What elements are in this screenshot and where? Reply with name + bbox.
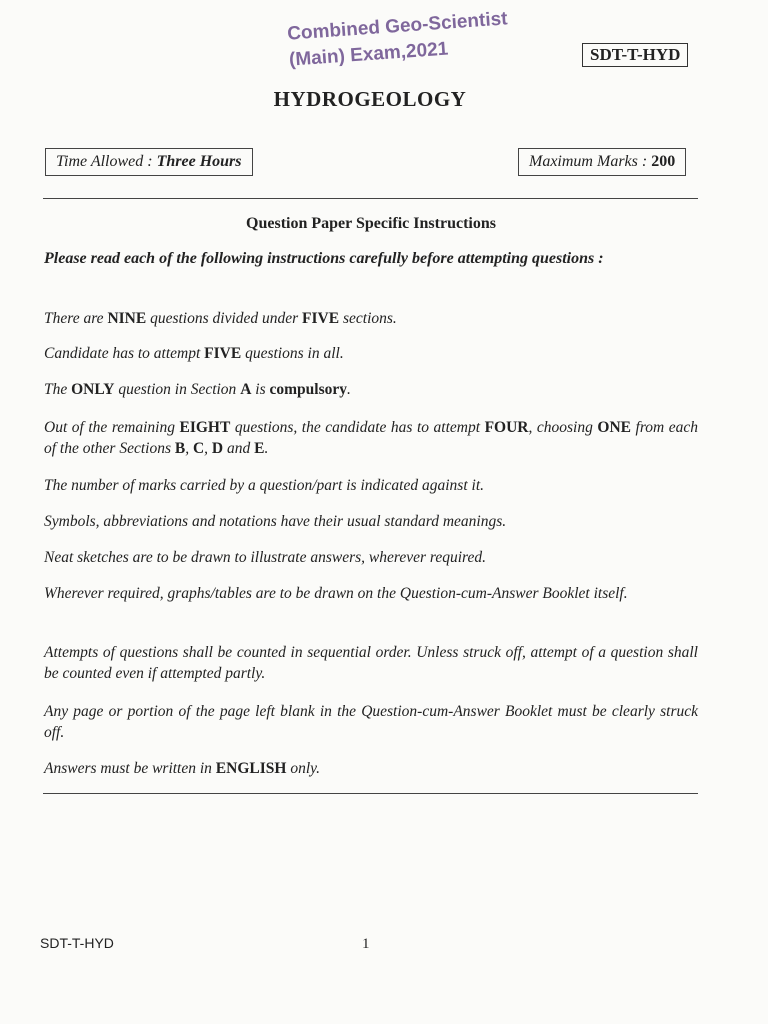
time-allowed-label: Time Allowed :	[56, 153, 153, 170]
max-marks-value: 200	[651, 153, 676, 170]
instruction-item: Symbols, abbreviations and notations have their usual standard meanings.	[44, 513, 507, 530]
instruction-item: There are NINE questions divided under FIVE sections.	[44, 310, 397, 327]
paper-title: HYDROGEOLOGY	[273, 87, 467, 111]
time-allowed-box	[45, 148, 253, 176]
exam-stamp	[286, 6, 510, 73]
instruction-item: Attempts of questions shall be counted in sequential order. Unless struck off, attempt of a question shall be counted even if attempted partly.	[44, 644, 698, 682]
stamp-line-2: (Main) Exam,2021	[288, 38, 449, 71]
footer-paper-code: SDT-T-HYD	[40, 935, 114, 951]
instruction-item: Neat sketches are to be drawn to illustrate answers, wherever required.	[44, 549, 486, 566]
section-heading: Question Paper Specific Instructions	[246, 215, 496, 232]
instruction-item: The ONLY question in Section A is compulsory.	[44, 381, 351, 398]
max-marks-label: Maximum Marks :	[529, 153, 648, 170]
intro-text: Please read each of the following instructions carefully before attempting questions :	[44, 250, 604, 267]
stamp-line-1: Combined Geo-Scientist	[286, 8, 509, 45]
instruction-item: Wherever required, graphs/tables are to be drawn on the Question-cum-Answer Booklet itself.	[44, 585, 628, 602]
paper-code-box: SDT-T-HYD	[582, 43, 688, 67]
page-number: 1	[362, 936, 370, 952]
divider-top	[43, 198, 698, 199]
instruction-item: Out of the remaining EIGHT questions, the candidate has to attempt FOUR, choosing ONE from each of the other Sections B, C, D and E.	[44, 419, 699, 457]
instruction-item: The number of marks carried by a question/part is indicated against it.	[44, 477, 485, 494]
instruction-item: Answers must be written in ENGLISH only.	[44, 760, 321, 777]
instruction-item: Any page or portion of the page left blank in the Question-cum-Answer Booklet must be clearly struck off.	[44, 703, 698, 741]
time-allowed-value: Three Hours	[156, 153, 242, 170]
instruction-item: Candidate has to attempt FIVE questions in all.	[44, 345, 344, 362]
divider-bottom	[43, 793, 698, 794]
max-marks-box	[518, 148, 686, 176]
